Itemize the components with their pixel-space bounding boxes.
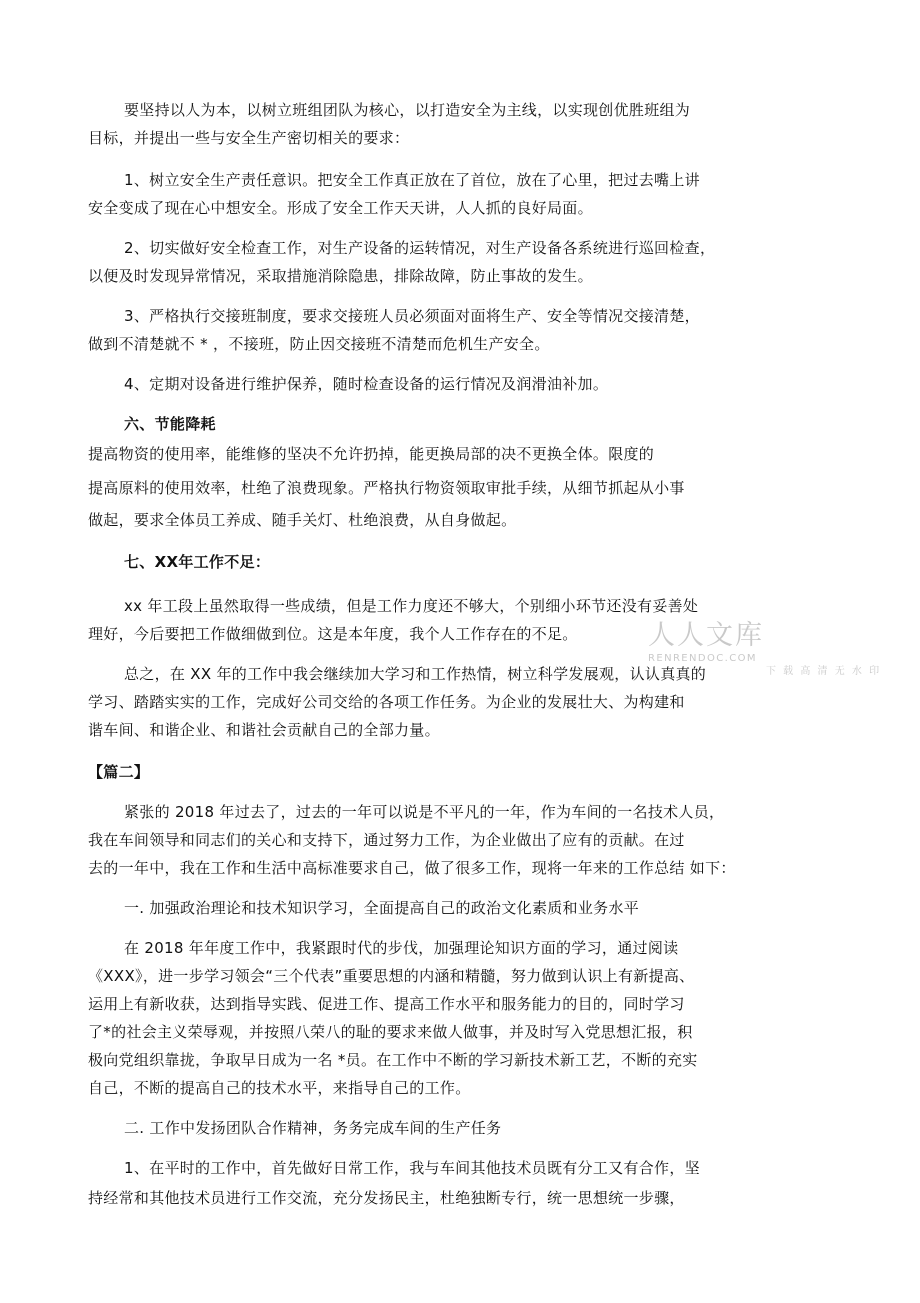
text-line: 1、树立安全生产责任意识。把安全工作真正放在了首位，放在了心里，把过去嘴上讲 (124, 171, 700, 189)
text-line: 目标，并提出一些与安全生产密切相关的要求： (88, 129, 410, 147)
watermark-subtitle: 下 载 高 清 无 水 印 (766, 666, 882, 677)
text-line: 持经常和其他技术员进行工作交流，充分发扬民主，杜绝独断专行，统一思想统一步骤， (88, 1189, 685, 1207)
text-line: 去的一年中，我在工作和生活中高标准要求自己，做了很多工作，现将一年来的工作总结 如下： (88, 859, 736, 877)
watermark-title: 人人文库 (648, 620, 764, 651)
watermark-domain: RENRENDOC.COM (648, 653, 757, 664)
text-line: 3、严格执行交接班制度，要求交接班人员必须面对面将生产、安全等情况交接清楚， (124, 307, 700, 325)
text-line: 理好，今后要把工作做细做到位。这是本年度，我个人工作存在的不足。 (88, 625, 578, 643)
text-line: 自己，不断的提高自己的技术水平，来指导自己的工作。 (88, 1079, 471, 1097)
text-line: 以便及时发现异常情况，采取措施消除隐患，排除故障，防止事故的发生。 (88, 267, 593, 285)
text-line: 1、在平时的工作中，首先做好日常工作，我与车间其他技术员既有分工又有合作，坚 (124, 1159, 700, 1177)
text-line: 在 2018 年年度工作中，我紧跟时代的步伐，加强理论知识方面的学习，通过阅读 (124, 939, 679, 957)
text-line: 极向党组织靠拢，争取早日成为一名 *员。在工作中不断的学习新技术新工艺，不断的充实 (88, 1051, 698, 1069)
section-heading: 六、节能降耗 (124, 415, 216, 433)
text-line: 提高原料的使用效率，杜绝了浪费现象。严格执行物资领取审批手续，从细节抓起从小事 (88, 479, 685, 497)
text-line: 谐车间、和谐企业、和谐社会贡献自己的全部力量。 (88, 721, 440, 739)
section-heading: 七、XX年工作不足： (124, 553, 271, 571)
text-line: 学习、踏踏实实的工作，完成好公司交给的各项工作任务。为企业的发展壮大、为构建和 (88, 693, 685, 711)
text-line: 提高物资的使用率，能维修的坚决不允许扔掉，能更换局部的决不更换全体。限度的 (88, 445, 655, 463)
text-line: 做起，要求全体员工养成、随手关灯、杜绝浪费，从自身做起。 (88, 511, 517, 529)
text-line: 做到不清楚就不 * ，不接班，防止因交接班不清楚而危机生产安全。 (88, 335, 550, 353)
text-line: 《XXX》，进一步学习领会“三个代表”重要思想的内涵和精髓，努力做到认识上有新提高、 (88, 967, 695, 985)
text-line: 了*的社会主义荣辱观，并按照八荣八的耻的要求来做人做事，并及时写入党思想汇报，积 (88, 1023, 693, 1041)
subsection-heading: 一. 加强政治理论和技术知识学习，全面提高自己的政治文化素质和业务水平 (124, 899, 640, 917)
text-line: 要坚持以人为本，以树立班组团队为核心，以打造安全为主线，以实现创优胜班组为 (124, 101, 691, 119)
text-line: 紧张的 2018 年过去了，过去的一年可以说是不平凡的一年，作为车间的一名技术人员， (124, 803, 725, 821)
subsection-heading: 二. 工作中发扬团队合作精神，务务完成车间的生产任务 (124, 1119, 502, 1137)
text-line: 我在车间领导和同志们的关心和支持下，通过努力工作，为企业做出了应有的贡献。在过 (88, 831, 685, 849)
text-line: 2、切实做好安全检查工作，对生产设备的运转情况，对生产设备各系统进行巡回检查， (124, 239, 716, 257)
text-line: 安全变成了现在心中想安全。形成了安全工作天天讲，人人抓的良好局面。 (88, 199, 593, 217)
text-line: 4、定期对设备进行维护保养，随时检查设备的运行情况及润滑油补加。 (124, 375, 609, 393)
part-heading: 【篇二】 (88, 763, 150, 781)
watermark-logo (648, 620, 882, 677)
text-line: xx 年工段上虽然取得一些成绩，但是工作力度还不够大，个别细小环节还没有妥善处 (124, 597, 699, 615)
text-line: 运用上有新收获，达到指导实践、促进工作、提高工作水平和服务能力的目的，同时学习 (88, 995, 685, 1013)
text-line: 总之，在 XX 年的工作中我会继续加大学习和工作热情，树立科学发展观，认认真真的 (124, 665, 707, 683)
